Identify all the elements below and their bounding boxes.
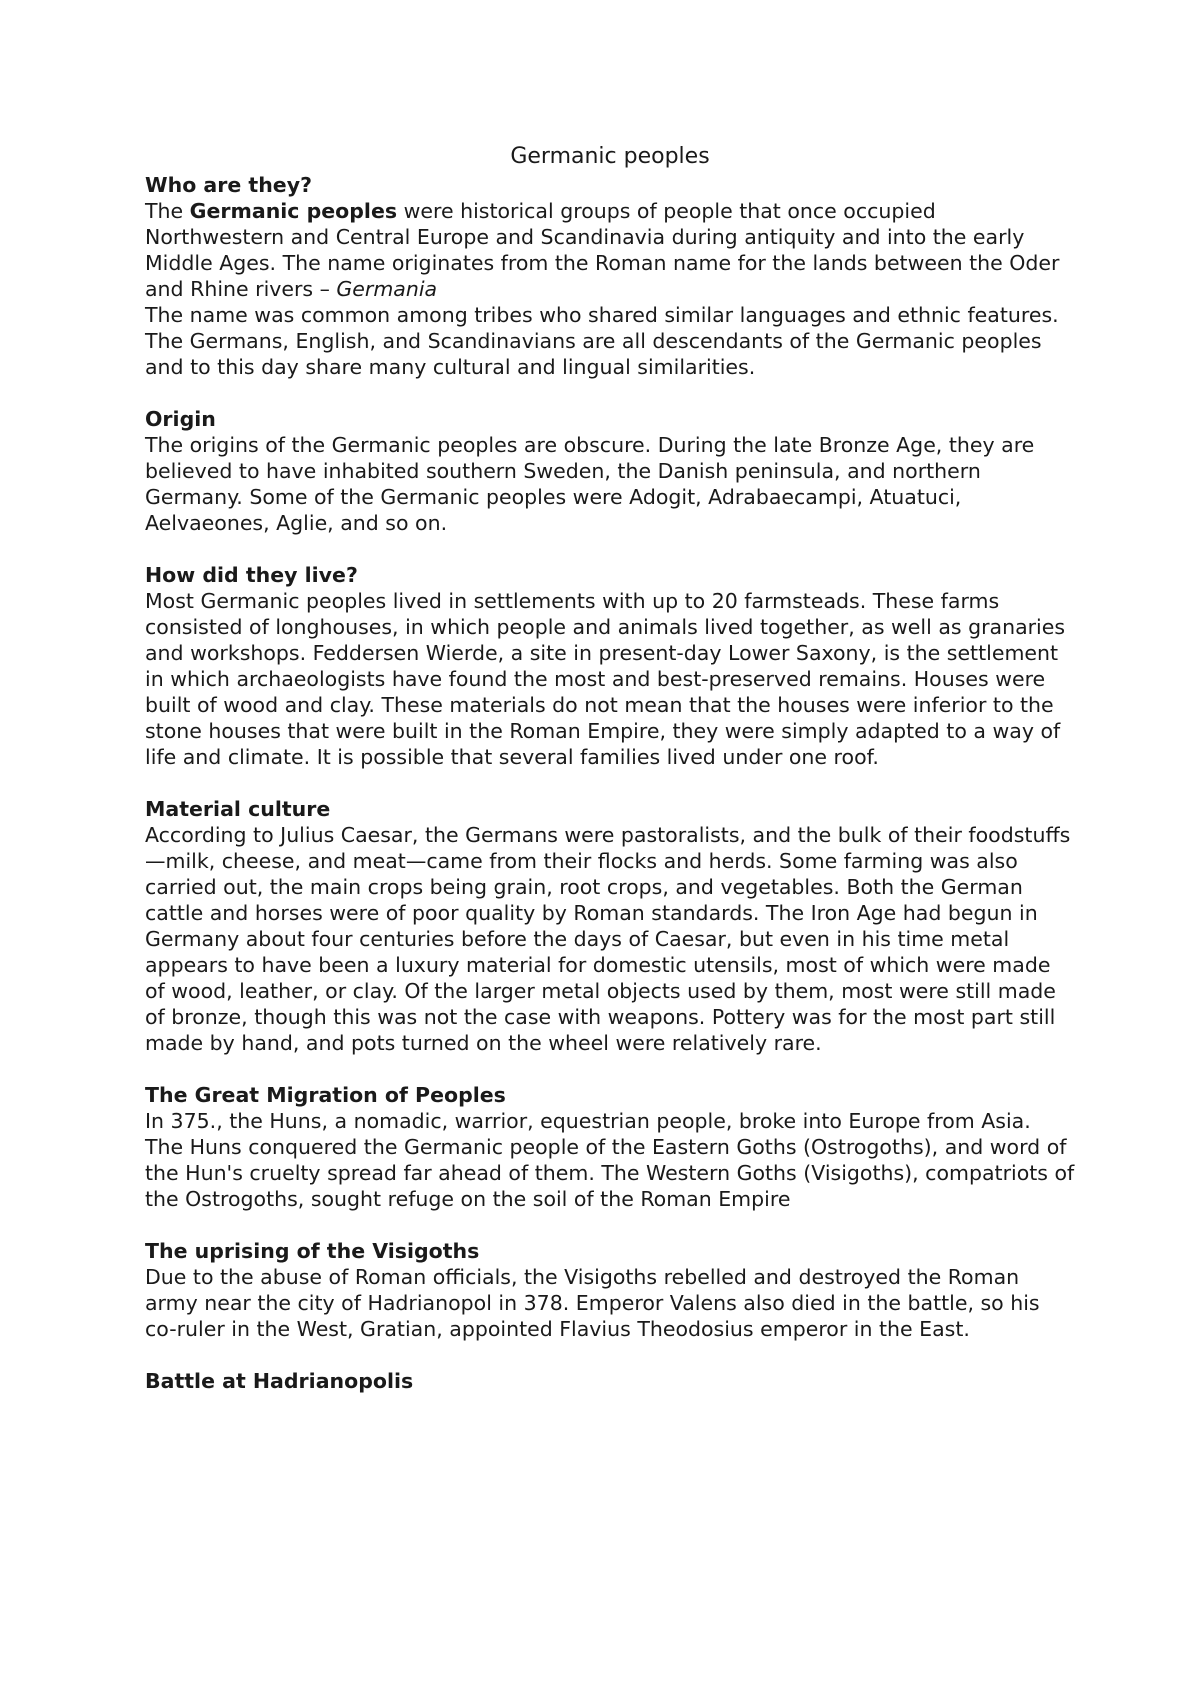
- section-spacer: [145, 536, 1075, 562]
- section-heading: The Great Migration of Peoples: [145, 1083, 506, 1107]
- body-paragraph: The origins of the Germanic peoples are obscure. During the late Bronze Age, they are believed to have inhabited southern Sweden, the Danish peninsula, and northern Germany. Some of the Germanic peoples were Adogit, Adrabaecampi, Atuatuci, Aelvaeones, Aglie, and so on.: [145, 433, 1035, 535]
- section-spacer: [145, 1056, 1075, 1082]
- intro-italic-term: Germania: [336, 277, 438, 301]
- body-paragraph: In 375., the Huns, a nomadic, warrior, equestrian people, broke into Europe from Asia. The Huns conquered the Germanic people of the Eastern Goths (Ostrogoths), and word of the Hun's cruelty spread far ahead of them. The Western Goths (Visigoths), compatriots of the Ostrogoths, sought refuge on the soil of the Roman Empire: [145, 1109, 1075, 1211]
- section-heading: The uprising of the Visigoths: [145, 1239, 480, 1263]
- section-heading: Material culture: [145, 797, 331, 821]
- section-spacer: [145, 770, 1075, 796]
- body-paragraph: Due to the abuse of Roman officials, the Visigoths rebelled and destroyed the Roman army near the city of Hadrianopol in 378. Emperor Valens also died in the battle, so his co-ruler in the West, Gratian, appointed Flavius Theodosius emperor in the East.: [145, 1265, 1040, 1341]
- section-spacer: [145, 380, 1075, 406]
- section-heading: Origin: [145, 407, 216, 431]
- section-spacer: [145, 1212, 1075, 1238]
- body-paragraph: According to Julius Caesar, the Germans were pastoralists, and the bulk of their foodstuffs—milk, cheese, and meat—came from their flocks and herds. Some farming was also carried out, the main crops being grain, root crops, and vegetables. Both the German cattle and horses were of poor quality by Roman standards. The Iron Age had begun in Germany about four centuries before the days of Caesar, but even in his time metal appears to have been a luxury material for domestic utensils, most of which were made of wood, leather, or clay. Of the larger metal objects used by them, most were still made of bronze, though this was not the case with weapons. Pottery was for the most part still made by hand, and pots turned on the wheel were relatively rare.: [145, 823, 1071, 1055]
- section-heading: Battle at Hadrianopolis: [145, 1369, 414, 1393]
- document-body: [145, 142, 1075, 1394]
- section-heading: Who are they?: [145, 173, 312, 197]
- intro-bold-term: Germanic peoples: [189, 199, 398, 223]
- body-paragraph: The Germans, English, and Scandinavians are all descendants of the Germanic peoples and to this day share many cultural and lingual similarities.: [145, 329, 1042, 379]
- section-heading: How did they live?: [145, 563, 358, 587]
- body-paragraph: Most Germanic peoples lived in settlements with up to 20 farmsteads. These farms consisted of longhouses, in which people and animals lived together, as well as granaries and workshops. Feddersen Wierde, a site in present-day Lower Saxony, is the settlement in which archaeologists have found the most and best-preserved remains. Houses were built of wood and clay. These materials do not mean that the houses were inferior to the stone houses that were built in the Roman Empire, they were simply adapted to a way of life and climate. It is possible that several families lived under one roof.: [145, 589, 1066, 769]
- intro-paragraph: [145, 198, 1075, 302]
- section-spacer: [145, 1342, 1075, 1368]
- intro-rest: were historical groups of people that once occupied Northwestern and Central Europe and Scandinavia during antiquity and into the early Middle Ages. The name originates from the Roman name for the lands between the Oder and Rhine rivers –: [145, 199, 1060, 301]
- body-paragraph: The name was common among tribes who shared similar languages and ethnic features.: [145, 303, 1059, 327]
- document-title: Germanic peoples: [510, 144, 710, 169]
- intro-lead: The: [145, 199, 190, 223]
